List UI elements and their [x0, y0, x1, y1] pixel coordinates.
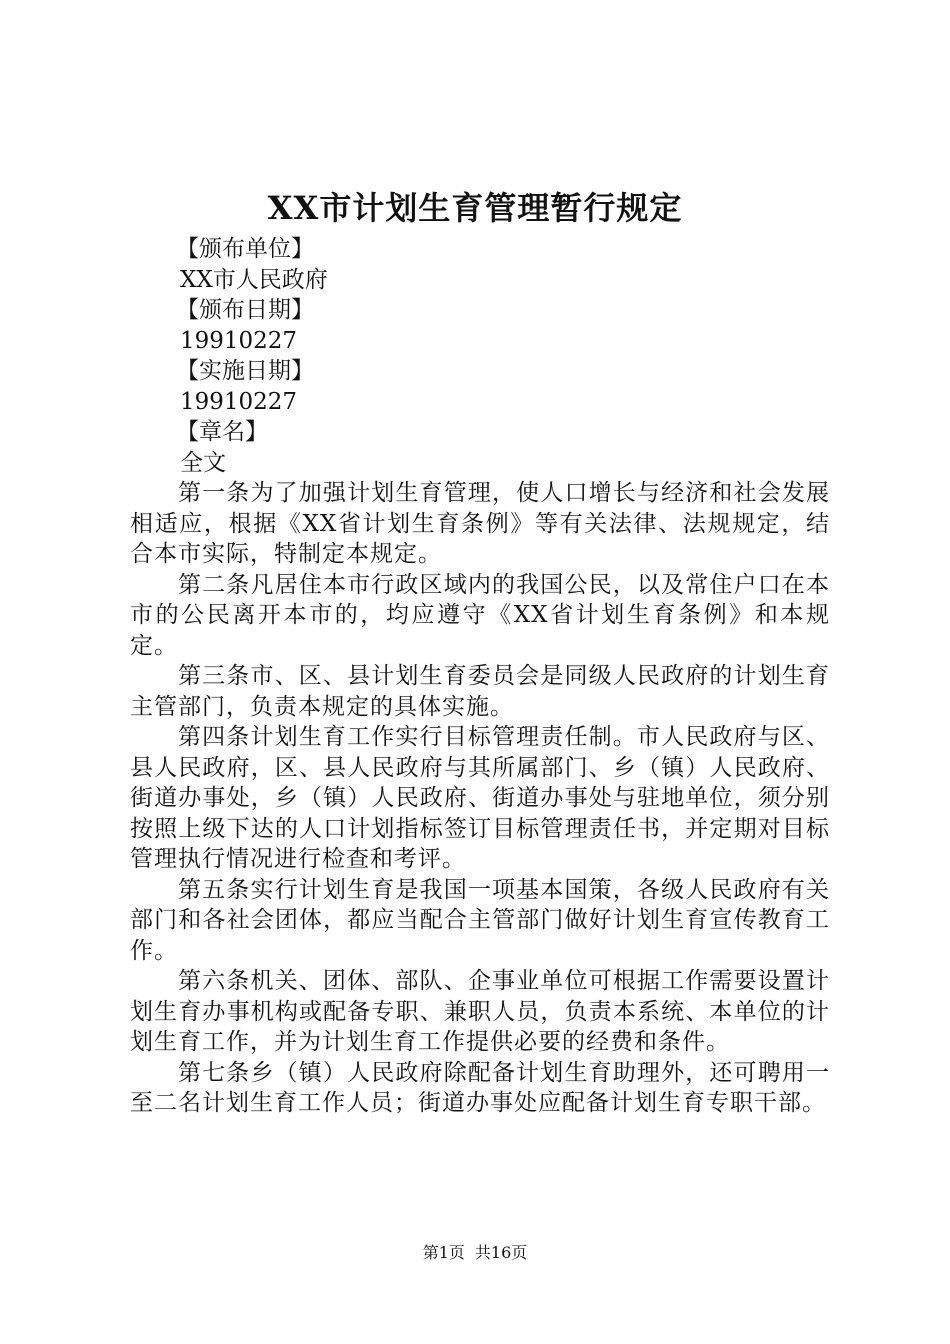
issuer-value: XX市人民政府 [180, 266, 328, 293]
article-5: 第五条实行计划生育是我国一项基本国策，各级人民政府有关部门和各社会团体，都应当配合主管部门做好计划生育宣传教育工作。 [130, 876, 830, 964]
document-title: XX市计划生育管理暂行规定 [267, 189, 683, 227]
article-3: 第三条市、区、县计划生育委员会是同级人民政府的计划生育主管部门，负责本规定的具体实施。 [130, 663, 830, 720]
page-footer [0, 1242, 950, 1264]
article-7: 第七条乡（镇）人民政府除配备计划生育助理外，还可聘用一至二名计划生育工作人员；街道办事处应配备计划生育专职干部。 [130, 1059, 830, 1116]
effective-date-value: 19910227 [180, 388, 298, 415]
article-1: 第一条为了加强计划生育管理，使人口增长与经济和社会发展相适应，根据《XX省计划生育条例》等有关法律、法规规定，结合本市实际，特制定本规定。 [130, 480, 830, 567]
article-6: 第六条机关、团体、部队、企事业单位可根据工作需要设置计划生育办事机构或配备专职、兼职人员，负责本系统、本单位的计划生育工作，并为计划生育工作提供必要的经费和条件。 [130, 968, 830, 1055]
chapter-value: 全文 [180, 449, 226, 476]
issue-date-label: 【颁布日期】 [176, 297, 314, 323]
document-body [130, 478, 830, 1119]
issuer-label: 【颁布单位】 [176, 236, 314, 262]
page-number-total: 共16页 [474, 1243, 528, 1262]
article-4: 第四条计划生育工作实行目标管理责任制。市人民政府与区、县人民政府，区、县人民政府与其所属部门、乡（镇）人民政府、街道办事处，乡（镇）人民政府、街道办事处与驻地单位，须分别按照上级下达的人口计划指标签订目标管理责任书，并定期对目标管理执行情况进行检查和考评。 [130, 724, 830, 872]
issue-date-value: 19910227 [180, 327, 298, 354]
document-metadata [176, 234, 860, 478]
article-2: 第二条凡居住本市行政区域内的我国公民，以及常住户口在本市的公民离开本市的，均应遵守《XX省计划生育条例》和本规定。 [130, 571, 830, 659]
page-number-current: 第1页 [422, 1243, 465, 1262]
chapter-label: 【章名】 [176, 419, 268, 445]
effective-date-label: 【实施日期】 [176, 358, 314, 384]
